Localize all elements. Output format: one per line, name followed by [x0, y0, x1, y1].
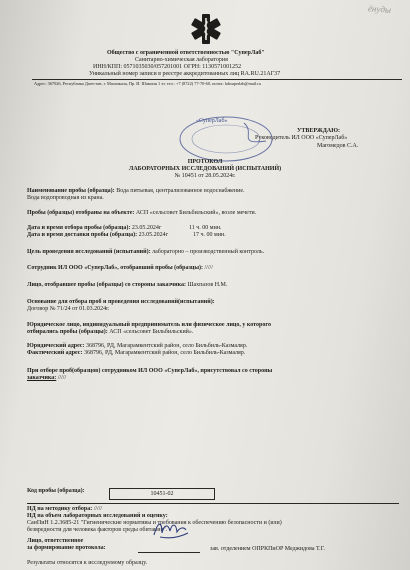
nd-eval-value-1: СанПиН 1.2.3685-21 "Гигиенические нормативы и требования к обеспечению безопасности и (или)	[27, 520, 282, 526]
sampling-datetime-row	[27, 225, 161, 231]
registry-line: Уникальный номер записи в реестре аккредитованных лиц RA.RU.21АГ37	[89, 71, 281, 77]
approval-role: Руководитель ИЛ ООО «СуперЛаб»	[255, 135, 348, 141]
basis-label: Основание для отбора проб и проведения исследований(испытаний):	[27, 299, 215, 305]
actual-address-label: Фактический адрес:	[27, 350, 83, 356]
sample-code-box	[109, 488, 215, 500]
responsible-label-1: Лицо, ответственное	[27, 538, 84, 544]
sampling-place-value: АСП «сельсовет Бильбильский», возле мечети.	[135, 210, 257, 216]
medical-star-logo	[189, 12, 223, 46]
handwritten-signature	[150, 517, 190, 541]
sample-name-label: Наименование пробы (образца):	[27, 188, 115, 194]
nd-eval-value-2: безвредности для человека факторов среды обитания".	[27, 527, 168, 533]
nd-method-row	[27, 506, 102, 512]
protocol-number: № 10451 от 28.05.2024г.	[174, 173, 236, 179]
sample-code-value: 10451-02	[150, 491, 174, 497]
legal-entity-label-2: отбирались пробы (образцы):	[27, 329, 108, 335]
delivery-datetime-row	[27, 232, 168, 238]
present-label-2: заказчика:	[27, 375, 57, 381]
customer-label: Лицо, отобравшее пробы (образцы) со стороны заказчика:	[27, 282, 186, 288]
lab-name: Санитарно-химическая лаборатория	[135, 57, 228, 63]
sample-code-label: Код пробы (образца):	[27, 488, 85, 494]
customer-row	[27, 282, 227, 288]
legal-address-value: 368796, РД, Магарамкентский район, село Бильбиль-Казмаляр.	[85, 343, 248, 349]
employee-row	[27, 265, 213, 271]
present-value: /////	[57, 375, 67, 381]
signature-line	[138, 552, 200, 553]
nd-method-value: /////	[93, 506, 103, 512]
actual-address-value: 368796, РД, Магарамкентский район, село Бильбиль-Казмаляр.	[83, 350, 246, 356]
purpose-row	[27, 249, 264, 255]
present-label-1: При отборе проб(образцов) сотрудником ИЛ ООО «СуперЛаб», присутствовал со стороны	[27, 368, 273, 374]
sample-name-value: Вода питьевая, централизованное водоснабжение.	[116, 188, 245, 194]
header-divider	[32, 79, 402, 80]
approval-title: УТВЕРЖДАЮ:	[297, 128, 341, 134]
actual-address-row	[27, 350, 245, 356]
employee-value: /////	[204, 265, 213, 271]
basis-value: Договор № 71/24 от 01.03.2024г.	[27, 306, 110, 312]
org-name: Общество с ограниченной ответственностью "СуперЛаб"	[107, 50, 265, 56]
legal-entity-value: АСП «сельсовет Бильбильский».	[109, 329, 194, 335]
section-divider	[27, 503, 399, 504]
inn-line: ИНН/КПП: 0571035030/057201001 ОГРН: 1130571001252	[93, 64, 242, 70]
sampling-datetime-label: Дата и время отбора пробы (образца):	[27, 225, 131, 231]
legal-entity-label-1: Юридическое лицо, индивидуальный предприниматель или физическое лицо, у которого	[27, 322, 271, 328]
legal-address-row	[27, 343, 247, 349]
nd-eval-label: НД на объем лабораторных исследований и оценку:	[27, 513, 168, 519]
responsible-label-2: за формирование протокола:	[27, 545, 106, 551]
sample-name-value-2: Вода водопроводная из крана.	[27, 195, 104, 201]
present-row	[27, 375, 66, 381]
purpose-label: Цель проведения исследований (испытаний):	[27, 249, 151, 255]
protocol-title: ПРОТОКОЛ	[187, 159, 223, 165]
sample-name-row	[27, 188, 245, 194]
delivery-date: 23.05.2024г	[138, 232, 169, 238]
pencil-note: ёнуды	[367, 3, 392, 15]
employee-label: Сотрудник ИЛ ООО «СуперЛаб», отобравший пробы (образцы):	[27, 265, 204, 271]
delivery-time: 17 ч. 00 мин.	[193, 232, 226, 238]
responsible-value: зав. отделением ОПРКПиОР Меджидова Т.Г.	[210, 546, 325, 552]
address-line: Адрес: 367026, Республика Дагестан, г. Махачкала, Пр. И. Шамиля 1 эт. тел.: +7 (8722) 77-70-60, почта: labsuperlab@mail.ru	[34, 81, 261, 86]
protocol-subtitle: ЛАБОРАТОРНЫХ ИССЛЕДОВАНИЙ (ИСПЫТАНИЙ)	[128, 166, 282, 172]
approval-name: Магомедов С.А.	[317, 143, 359, 149]
customer-value: Шахпазов Н.М.	[187, 282, 228, 288]
stamp-text: «СуперЛаб»	[196, 118, 228, 124]
sampling-time: 11 ч. 00 мин.	[189, 225, 222, 231]
sampling-place-label: Пробы (образцы) отобраны на объекте:	[27, 210, 135, 216]
nd-method-label: НД на методику отбора:	[27, 506, 93, 512]
purpose-value: лабораторно – производственный контроль.	[152, 249, 265, 255]
legal-entity-row	[27, 329, 193, 335]
sampling-date: 23.05.2024г	[131, 225, 162, 231]
sampling-place-row	[27, 210, 256, 216]
results-footer: Результаты относятся к исследуемому образцу.	[27, 560, 148, 566]
delivery-datetime-label: Дата и время доставки пробы (образца):	[27, 232, 138, 238]
legal-address-label: Юридический адрес:	[27, 343, 85, 349]
